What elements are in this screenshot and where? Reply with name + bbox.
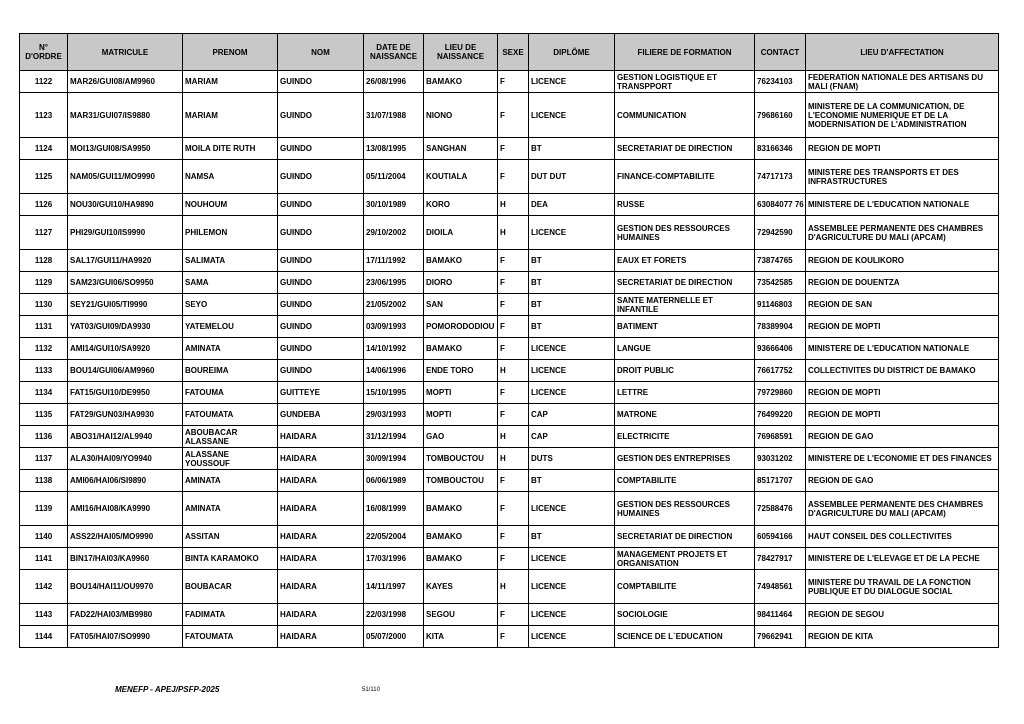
table-row bbox=[20, 404, 999, 426]
col-filiere-header: FILIERE DE FORMATION bbox=[615, 34, 755, 71]
col-contact-cell: 79729860 bbox=[755, 382, 806, 404]
col-ordre-cell: 1136 bbox=[20, 426, 68, 448]
col-ordre-cell: 1125 bbox=[20, 160, 68, 194]
col-prenom-cell: ABOUBACAR ALASSANE bbox=[183, 426, 278, 448]
col-lieu-naissance-cell: BAMAKO bbox=[424, 338, 498, 360]
col-filiere-cell: SOCIOLOGIE bbox=[615, 604, 755, 626]
col-contact-cell: 73542585 bbox=[755, 272, 806, 294]
col-nom-cell: HAIDARA bbox=[278, 604, 364, 626]
col-prenom-cell: BOUREIMA bbox=[183, 360, 278, 382]
col-lieu-affectation-cell: MINISTERE DE L'ECONOMIE ET DES FINANCES bbox=[806, 448, 999, 470]
col-lieu-affectation-cell: REGION DE SAN bbox=[806, 294, 999, 316]
col-ordre-cell: 1122 bbox=[20, 71, 68, 93]
col-filiere-cell: MANAGEMENT PROJETS ET ORGANISATION bbox=[615, 548, 755, 570]
col-nom-cell: GUNDEBA bbox=[278, 404, 364, 426]
col-matricule-cell: ALA30/HAI09/YO9940 bbox=[68, 448, 183, 470]
col-sexe-cell: H bbox=[498, 360, 529, 382]
col-nom-cell: HAIDARA bbox=[278, 548, 364, 570]
col-lieu-naissance-cell: SEGOU bbox=[424, 604, 498, 626]
col-prenom-cell: SALIMATA bbox=[183, 250, 278, 272]
col-sexe-cell: F bbox=[498, 316, 529, 338]
col-lieu-naissance-cell: KAYES bbox=[424, 570, 498, 604]
col-prenom-cell: PHILEMON bbox=[183, 216, 278, 250]
col-filiere-cell: GESTION DES ENTREPRISES bbox=[615, 448, 755, 470]
col-prenom-cell: AMINATA bbox=[183, 470, 278, 492]
col-diplome-cell: LICENCE bbox=[529, 548, 615, 570]
col-prenom-cell: NOUHOUM bbox=[183, 194, 278, 216]
col-sexe-cell: F bbox=[498, 382, 529, 404]
col-lieu-naissance-cell: MOPTI bbox=[424, 404, 498, 426]
col-diplome-cell: LICENCE bbox=[529, 93, 615, 138]
col-date-naissance-cell: 26/08/1996 bbox=[364, 71, 424, 93]
col-matricule-cell: NAM05/GUI11/MO9990 bbox=[68, 160, 183, 194]
table-row bbox=[20, 604, 999, 626]
col-diplome-cell: LICENCE bbox=[529, 604, 615, 626]
col-filiere-cell: SCIENCE DE L`EDUCATION bbox=[615, 626, 755, 648]
col-lieu-naissance-cell: DIORO bbox=[424, 272, 498, 294]
col-date-naissance-cell: 05/07/2000 bbox=[364, 626, 424, 648]
col-diplome-cell: LICENCE bbox=[529, 71, 615, 93]
col-lieu-affectation-cell: MINISTERE DES TRANSPORTS ET DES INFRASTRUCTURES bbox=[806, 160, 999, 194]
col-matricule-cell: SAM23/GUI06/SO9950 bbox=[68, 272, 183, 294]
col-lieu-affectation-cell: REGION DE GAO bbox=[806, 470, 999, 492]
col-lieu-affectation-cell: REGION DE MOPTI bbox=[806, 316, 999, 338]
col-filiere-cell: FINANCE-COMPTABILITE bbox=[615, 160, 755, 194]
col-ordre-header: N° D'ORDRE bbox=[20, 34, 68, 71]
col-prenom-cell: ALASSANE YOUSSOUF bbox=[183, 448, 278, 470]
col-filiere-cell: COMPTABILITE bbox=[615, 570, 755, 604]
col-matricule-cell: FAT15/GUI10/DE9950 bbox=[68, 382, 183, 404]
col-date-naissance-cell: 15/10/1995 bbox=[364, 382, 424, 404]
col-matricule-cell: MOI13/GUI08/SA9950 bbox=[68, 138, 183, 160]
col-nom-cell: GUINDO bbox=[278, 294, 364, 316]
col-lieu-affectation-cell: REGION DE MOPTI bbox=[806, 404, 999, 426]
col-lieu-naissance-cell: BAMAKO bbox=[424, 548, 498, 570]
col-prenom-cell: FATOUMATA bbox=[183, 404, 278, 426]
col-matricule-cell: BOU14/GUI06/AM9960 bbox=[68, 360, 183, 382]
col-nom-cell: HAIDARA bbox=[278, 492, 364, 526]
col-ordre-cell: 1143 bbox=[20, 604, 68, 626]
table-row bbox=[20, 448, 999, 470]
col-sexe-cell: F bbox=[498, 548, 529, 570]
col-lieu-affectation-header: LIEU D'AFFECTATION bbox=[806, 34, 999, 71]
col-prenom-header: PRENOM bbox=[183, 34, 278, 71]
col-prenom-cell: YATEMELOU bbox=[183, 316, 278, 338]
col-lieu-affectation-cell: MINISTERE DU TRAVAIL DE LA FONCTION PUBLIQUE ET DU DIALOGUE SOCIAL bbox=[806, 570, 999, 604]
col-sexe-cell: F bbox=[498, 338, 529, 360]
col-date-naissance-cell: 13/08/1995 bbox=[364, 138, 424, 160]
col-contact-cell: 76617752 bbox=[755, 360, 806, 382]
col-diplome-cell: BT bbox=[529, 294, 615, 316]
col-contact-cell: 73874765 bbox=[755, 250, 806, 272]
col-prenom-cell: ASSITAN bbox=[183, 526, 278, 548]
col-nom-cell: GUINDO bbox=[278, 316, 364, 338]
table-row bbox=[20, 93, 999, 138]
col-ordre-cell: 1138 bbox=[20, 470, 68, 492]
col-diplome-cell: LICENCE bbox=[529, 492, 615, 526]
col-lieu-naissance-cell: MOPTI bbox=[424, 382, 498, 404]
col-nom-cell: GUINDO bbox=[278, 338, 364, 360]
col-contact-cell: 91146803 bbox=[755, 294, 806, 316]
col-diplome-header: DIPLÔME bbox=[529, 34, 615, 71]
col-sexe-cell: F bbox=[498, 404, 529, 426]
col-nom-cell: GUINDO bbox=[278, 138, 364, 160]
col-lieu-affectation-cell: REGION DE GAO bbox=[806, 426, 999, 448]
col-sexe-cell: F bbox=[498, 294, 529, 316]
col-diplome-cell: CAP bbox=[529, 426, 615, 448]
col-lieu-naissance-cell: BAMAKO bbox=[424, 71, 498, 93]
col-sexe-cell: H bbox=[498, 216, 529, 250]
col-contact-cell: 74717173 bbox=[755, 160, 806, 194]
col-prenom-cell: FADIMATA bbox=[183, 604, 278, 626]
col-date-naissance-cell: 17/11/1992 bbox=[364, 250, 424, 272]
col-diplome-cell: LICENCE bbox=[529, 360, 615, 382]
col-matricule-cell: PHI29/GUI10/IS9990 bbox=[68, 216, 183, 250]
page-number: 51/110 bbox=[362, 687, 380, 693]
col-nom-cell: GUINDO bbox=[278, 194, 364, 216]
col-date-naissance-cell: 23/06/1995 bbox=[364, 272, 424, 294]
col-sexe-cell: F bbox=[498, 93, 529, 138]
col-sexe-cell: H bbox=[498, 426, 529, 448]
col-lieu-naissance-cell: TOMBOUCTOU bbox=[424, 470, 498, 492]
col-contact-cell: 72942590 bbox=[755, 216, 806, 250]
table-row bbox=[20, 548, 999, 570]
col-diplome-cell: BT bbox=[529, 272, 615, 294]
col-nom-cell: GUINDO bbox=[278, 216, 364, 250]
col-date-naissance-cell: 06/06/1989 bbox=[364, 470, 424, 492]
col-sexe-cell: F bbox=[498, 604, 529, 626]
col-contact-cell: 98411464 bbox=[755, 604, 806, 626]
roster-table bbox=[19, 33, 999, 648]
table-row bbox=[20, 160, 999, 194]
table-body bbox=[20, 71, 999, 648]
col-filiere-cell: GESTION DES RESSOURCES HUMAINES bbox=[615, 216, 755, 250]
col-matricule-cell: NOU30/GUI10/HA9890 bbox=[68, 194, 183, 216]
col-ordre-cell: 1131 bbox=[20, 316, 68, 338]
table-row bbox=[20, 382, 999, 404]
col-prenom-cell: FATOUMATA bbox=[183, 626, 278, 648]
col-sexe-cell: F bbox=[498, 470, 529, 492]
col-date-naissance-cell: 29/10/2002 bbox=[364, 216, 424, 250]
col-date-naissance-cell: 30/10/1989 bbox=[364, 194, 424, 216]
col-filiere-cell: LETTRE bbox=[615, 382, 755, 404]
table-row bbox=[20, 570, 999, 604]
col-diplome-cell: BT bbox=[529, 470, 615, 492]
col-diplome-cell: LICENCE bbox=[529, 382, 615, 404]
col-nom-cell: HAIDARA bbox=[278, 626, 364, 648]
table-row bbox=[20, 338, 999, 360]
col-diplome-cell: CAP bbox=[529, 404, 615, 426]
col-nom-cell: GUINDO bbox=[278, 250, 364, 272]
col-date-naissance-cell: 30/09/1994 bbox=[364, 448, 424, 470]
col-date-naissance-cell: 14/06/1996 bbox=[364, 360, 424, 382]
col-matricule-cell: BOU14/HAI11/OU9970 bbox=[68, 570, 183, 604]
col-sexe-cell: F bbox=[498, 250, 529, 272]
col-lieu-affectation-cell: COLLECTIVITES DU DISTRICT DE BAMAKO bbox=[806, 360, 999, 382]
table-header bbox=[20, 34, 999, 71]
col-lieu-naissance-cell: TOMBOUCTOU bbox=[424, 448, 498, 470]
col-date-naissance-cell: 31/12/1994 bbox=[364, 426, 424, 448]
col-prenom-cell: SAMA bbox=[183, 272, 278, 294]
col-filiere-cell: BATIMENT bbox=[615, 316, 755, 338]
col-ordre-cell: 1127 bbox=[20, 216, 68, 250]
col-prenom-cell: MOILA DITE RUTH bbox=[183, 138, 278, 160]
col-sexe-cell: F bbox=[498, 138, 529, 160]
col-sexe-cell: F bbox=[498, 160, 529, 194]
col-contact-cell: 60594166 bbox=[755, 526, 806, 548]
col-sexe-cell: F bbox=[498, 492, 529, 526]
col-matricule-cell: FAT05/HAI07/SO9990 bbox=[68, 626, 183, 648]
col-sexe-cell: F bbox=[498, 272, 529, 294]
col-prenom-cell: MARIAM bbox=[183, 71, 278, 93]
col-filiere-cell: SANTE MATERNELLE ET INFANTILE bbox=[615, 294, 755, 316]
col-lieu-naissance-cell: BAMAKO bbox=[424, 250, 498, 272]
col-diplome-cell: BT bbox=[529, 250, 615, 272]
col-nom-cell: HAIDARA bbox=[278, 470, 364, 492]
col-sexe-cell: F bbox=[498, 626, 529, 648]
col-lieu-affectation-cell: REGION DE DOUENTZA bbox=[806, 272, 999, 294]
col-ordre-cell: 1132 bbox=[20, 338, 68, 360]
col-matricule-cell: AMI16/HAI08/KA9990 bbox=[68, 492, 183, 526]
col-sexe-cell: H bbox=[498, 194, 529, 216]
col-lieu-affectation-cell: HAUT CONSEIL DES COLLECTIVITES bbox=[806, 526, 999, 548]
col-lieu-naissance-cell: BAMAKO bbox=[424, 492, 498, 526]
col-contact-cell: 76234103 bbox=[755, 71, 806, 93]
col-matricule-cell: MAR26/GUI08/AM9960 bbox=[68, 71, 183, 93]
table-row bbox=[20, 626, 999, 648]
table-row bbox=[20, 492, 999, 526]
col-nom-cell: GUINDO bbox=[278, 93, 364, 138]
col-lieu-naissance-cell: KORO bbox=[424, 194, 498, 216]
col-lieu-affectation-cell: FEDERATION NATIONALE DES ARTISANS DU MALI (FNAM) bbox=[806, 71, 999, 93]
col-contact-cell: 76968591 bbox=[755, 426, 806, 448]
col-nom-cell: HAIDARA bbox=[278, 526, 364, 548]
col-diplome-cell: BT bbox=[529, 316, 615, 338]
table-row bbox=[20, 426, 999, 448]
col-filiere-cell: GESTION DES RESSOURCES HUMAINES bbox=[615, 492, 755, 526]
col-diplome-cell: DUT DUT bbox=[529, 160, 615, 194]
col-ordre-cell: 1137 bbox=[20, 448, 68, 470]
col-sexe-cell: F bbox=[498, 526, 529, 548]
col-matricule-cell: ASS22/HAI05/MO9990 bbox=[68, 526, 183, 548]
col-filiere-cell: MATRONE bbox=[615, 404, 755, 426]
col-date-naissance-cell: 14/11/1997 bbox=[364, 570, 424, 604]
col-diplome-cell: LICENCE bbox=[529, 216, 615, 250]
col-matricule-cell: FAT29/GUN03/HA9930 bbox=[68, 404, 183, 426]
col-lieu-affectation-cell: ASSEMBLEE PERMANENTE DES CHAMBRES D'AGRICULTURE DU MALI (APCAM) bbox=[806, 216, 999, 250]
col-ordre-cell: 1140 bbox=[20, 526, 68, 548]
col-prenom-cell: BOUBACAR bbox=[183, 570, 278, 604]
col-filiere-cell: DROIT PUBLIC bbox=[615, 360, 755, 382]
col-date-naissance-cell: 17/03/1996 bbox=[364, 548, 424, 570]
col-ordre-cell: 1129 bbox=[20, 272, 68, 294]
col-lieu-affectation-cell: REGION DE KOULIKORO bbox=[806, 250, 999, 272]
col-diplome-cell: LICENCE bbox=[529, 570, 615, 604]
table-row bbox=[20, 194, 999, 216]
col-nom-cell: GUINDO bbox=[278, 160, 364, 194]
col-lieu-naissance-cell: SANGHAN bbox=[424, 138, 498, 160]
col-lieu-naissance-cell: KOUTIALA bbox=[424, 160, 498, 194]
col-nom-cell: HAIDARA bbox=[278, 570, 364, 604]
col-nom-cell: HAIDARA bbox=[278, 448, 364, 470]
col-filiere-cell: EAUX ET FORETS bbox=[615, 250, 755, 272]
col-contact-cell: 72588476 bbox=[755, 492, 806, 526]
col-filiere-cell: GESTION LOGISTIQUE ET TRANSPPORT bbox=[615, 71, 755, 93]
col-contact-cell: 83166346 bbox=[755, 138, 806, 160]
col-ordre-cell: 1135 bbox=[20, 404, 68, 426]
col-date-naissance-cell: 05/11/2004 bbox=[364, 160, 424, 194]
col-matricule-cell: AMI14/GUI10/SA9920 bbox=[68, 338, 183, 360]
col-lieu-naissance-header: LIEU DE NAISSANCE bbox=[424, 34, 498, 71]
col-prenom-cell: SEYO bbox=[183, 294, 278, 316]
col-ordre-cell: 1124 bbox=[20, 138, 68, 160]
col-lieu-naissance-cell: SAN bbox=[424, 294, 498, 316]
col-lieu-affectation-cell: REGION DE KITA bbox=[806, 626, 999, 648]
col-nom-cell: GUITTEYE bbox=[278, 382, 364, 404]
col-contact-cell: 78389904 bbox=[755, 316, 806, 338]
col-date-naissance-cell: 29/03/1993 bbox=[364, 404, 424, 426]
col-filiere-cell: LANGUE bbox=[615, 338, 755, 360]
col-diplome-cell: BT bbox=[529, 526, 615, 548]
col-date-naissance-cell: 14/10/1992 bbox=[364, 338, 424, 360]
col-matricule-cell: ABO31/HAI12/AL9940 bbox=[68, 426, 183, 448]
col-ordre-cell: 1141 bbox=[20, 548, 68, 570]
col-ordre-cell: 1123 bbox=[20, 93, 68, 138]
col-sexe-cell: F bbox=[498, 71, 529, 93]
col-ordre-cell: 1142 bbox=[20, 570, 68, 604]
col-lieu-naissance-cell: GAO bbox=[424, 426, 498, 448]
header-row bbox=[20, 34, 999, 71]
col-diplome-cell: DUTS bbox=[529, 448, 615, 470]
col-lieu-naissance-cell: KITA bbox=[424, 626, 498, 648]
col-lieu-naissance-cell: DIOILA bbox=[424, 216, 498, 250]
col-filiere-cell: COMPTABILITE bbox=[615, 470, 755, 492]
col-lieu-naissance-cell: POMORODODIOU bbox=[424, 316, 498, 338]
col-date-naissance-cell: 16/08/1999 bbox=[364, 492, 424, 526]
col-contact-cell: 93666406 bbox=[755, 338, 806, 360]
col-filiere-cell: SECRETARIAT DE DIRECTION bbox=[615, 526, 755, 548]
col-nom-header: NOM bbox=[278, 34, 364, 71]
col-ordre-cell: 1133 bbox=[20, 360, 68, 382]
col-diplome-cell: BT bbox=[529, 138, 615, 160]
col-contact-cell: 78427917 bbox=[755, 548, 806, 570]
col-date-naissance-cell: 21/05/2002 bbox=[364, 294, 424, 316]
col-prenom-cell: AMINATA bbox=[183, 338, 278, 360]
col-prenom-cell: BINTA KARAMOKO bbox=[183, 548, 278, 570]
table-row bbox=[20, 71, 999, 93]
col-contact-cell: 79662941 bbox=[755, 626, 806, 648]
col-filiere-cell: COMMUNICATION bbox=[615, 93, 755, 138]
table-row bbox=[20, 272, 999, 294]
col-diplome-cell: LICENCE bbox=[529, 338, 615, 360]
col-matricule-cell: FAD22/HAI03/MB9980 bbox=[68, 604, 183, 626]
col-lieu-affectation-cell: ASSEMBLEE PERMANENTE DES CHAMBRES D'AGRICULTURE DU MALI (APCAM) bbox=[806, 492, 999, 526]
col-filiere-cell: ELECTRICITE bbox=[615, 426, 755, 448]
col-sexe-header: SEXE bbox=[498, 34, 529, 71]
col-matricule-cell: AMI06/HAI06/SI9890 bbox=[68, 470, 183, 492]
col-contact-cell: 79686160 bbox=[755, 93, 806, 138]
col-matricule-cell: MAR31/GUI07/IS9880 bbox=[68, 93, 183, 138]
table-row bbox=[20, 360, 999, 382]
col-matricule-cell: SEY21/GUI05/TI9990 bbox=[68, 294, 183, 316]
col-nom-cell: GUINDO bbox=[278, 360, 364, 382]
col-lieu-affectation-cell: REGION DE MOPTI bbox=[806, 382, 999, 404]
col-contact-cell: 85171707 bbox=[755, 470, 806, 492]
col-ordre-cell: 1134 bbox=[20, 382, 68, 404]
col-lieu-affectation-cell: REGION DE MOPTI bbox=[806, 138, 999, 160]
table-row bbox=[20, 316, 999, 338]
col-ordre-cell: 1130 bbox=[20, 294, 68, 316]
col-matricule-cell: YAT03/GUI09/DA9930 bbox=[68, 316, 183, 338]
col-ordre-cell: 1144 bbox=[20, 626, 68, 648]
col-prenom-cell: FATOUMA bbox=[183, 382, 278, 404]
col-matricule-cell: SAL17/GUI11/HA9920 bbox=[68, 250, 183, 272]
col-lieu-affectation-cell: REGION DE SEGOU bbox=[806, 604, 999, 626]
col-filiere-cell: RUSSE bbox=[615, 194, 755, 216]
col-lieu-affectation-cell: MINISTERE DE L'EDUCATION NATIONALE bbox=[806, 194, 999, 216]
col-lieu-naissance-cell: NIONO bbox=[424, 93, 498, 138]
col-diplome-cell: LICENCE bbox=[529, 626, 615, 648]
col-contact-cell: 74948561 bbox=[755, 570, 806, 604]
col-lieu-affectation-cell: MINISTERE DE L'ELEVAGE ET DE LA PECHE bbox=[806, 548, 999, 570]
col-ordre-cell: 1139 bbox=[20, 492, 68, 526]
col-sexe-cell: H bbox=[498, 570, 529, 604]
table-row bbox=[20, 526, 999, 548]
col-prenom-cell: NAMSA bbox=[183, 160, 278, 194]
table-row bbox=[20, 470, 999, 492]
table-row bbox=[20, 250, 999, 272]
table-row bbox=[20, 138, 999, 160]
col-lieu-affectation-cell: MINISTERE DE LA COMMUNICATION, DE L'ECONOMIE NUMERIQUE ET DE LA MODERNISATION DE L'ADMINISTRATION bbox=[806, 93, 999, 138]
col-filiere-cell: SECRETARIAT DE DIRECTION bbox=[615, 138, 755, 160]
col-ordre-cell: 1126 bbox=[20, 194, 68, 216]
col-matricule-header: MATRICULE bbox=[68, 34, 183, 71]
col-nom-cell: GUINDO bbox=[278, 272, 364, 294]
col-nom-cell: HAIDARA bbox=[278, 426, 364, 448]
col-prenom-cell: MARIAM bbox=[183, 93, 278, 138]
col-sexe-cell: H bbox=[498, 448, 529, 470]
col-contact-cell: 63084077 76 bbox=[755, 194, 806, 216]
col-filiere-cell: SECRETARIAT DE DIRECTION bbox=[615, 272, 755, 294]
col-ordre-cell: 1128 bbox=[20, 250, 68, 272]
col-contact-cell: 93031202 bbox=[755, 448, 806, 470]
col-lieu-naissance-cell: ENDE TORO bbox=[424, 360, 498, 382]
table-row bbox=[20, 294, 999, 316]
col-date-naissance-cell: 03/09/1993 bbox=[364, 316, 424, 338]
table-row bbox=[20, 216, 999, 250]
col-date-naissance-cell: 31/07/1988 bbox=[364, 93, 424, 138]
col-lieu-naissance-cell: BAMAKO bbox=[424, 526, 498, 548]
col-date-naissance-cell: 22/03/1998 bbox=[364, 604, 424, 626]
col-matricule-cell: BIN17/HAI03/KA9960 bbox=[68, 548, 183, 570]
col-date-naissance-cell: 22/05/2004 bbox=[364, 526, 424, 548]
col-diplome-cell: DEA bbox=[529, 194, 615, 216]
col-date-naissance-header: DATE DE NAISSANCE bbox=[364, 34, 424, 71]
col-contact-cell: 76499220 bbox=[755, 404, 806, 426]
col-contact-header: CONTACT bbox=[755, 34, 806, 71]
col-prenom-cell: AMINATA bbox=[183, 492, 278, 526]
col-nom-cell: GUINDO bbox=[278, 71, 364, 93]
footer-reference: MENEFP - APEJ/PSFP-2025 bbox=[115, 685, 220, 694]
col-lieu-affectation-cell: MINISTERE DE L'EDUCATION NATIONALE bbox=[806, 338, 999, 360]
